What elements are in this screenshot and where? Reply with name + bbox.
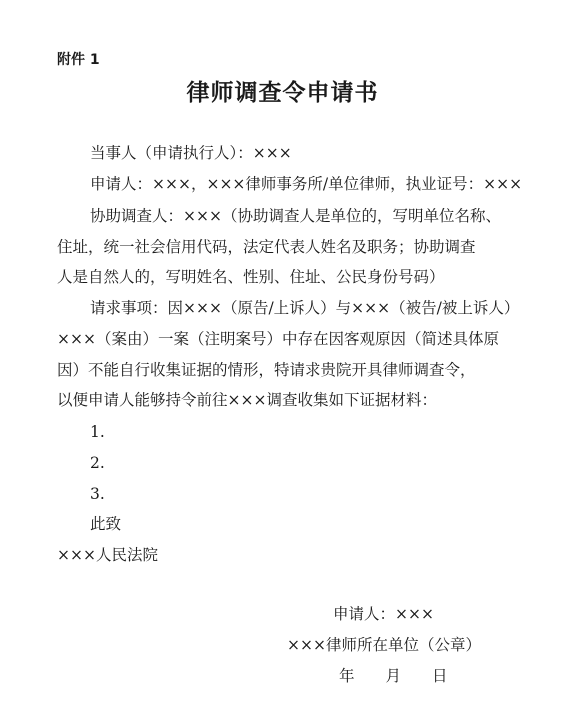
document-title: 律师调查令申请书 bbox=[186, 80, 379, 106]
closing-text: 此致 bbox=[90, 515, 122, 533]
assistant-line-2: 住址，统一社会信用代码，法定代表人姓名及职务；协助调查 bbox=[57, 238, 476, 256]
evidence-item-2: 2. bbox=[90, 454, 105, 472]
request-line-2: ×××（案由）一案（注明案号）中存在因客观原因（简述具体原 bbox=[57, 330, 499, 348]
signature-unit: ×××律师所在单位（公章） bbox=[287, 636, 481, 654]
request-line-4: 以便申请人能够持令前往×××调查收集如下证据材料： bbox=[57, 391, 437, 409]
court-name: ×××人民法院 bbox=[57, 546, 158, 564]
applicant-line: 申请人：×××，×××律师事务所/单位律师，执业证号：××× bbox=[90, 175, 523, 193]
signature-applicant: 申请人：××× bbox=[333, 605, 434, 623]
request-line-1: 请求事项：因×××（原告/上诉人）与×××（被告/被上诉人） bbox=[90, 299, 520, 317]
party-line: 当事人（申请执行人）：××× bbox=[90, 144, 292, 162]
request-line-3: 因）不能自行收集证据的情形，特请求贵院开具律师调查令， bbox=[57, 361, 476, 379]
assistant-line-1: 协助调查人：×××（协助调查人是单位的，写明单位名称、 bbox=[90, 207, 501, 225]
evidence-item-3: 3. bbox=[90, 485, 105, 503]
attachment-label: 附件 1 bbox=[57, 52, 100, 68]
evidence-item-1: 1. bbox=[90, 423, 105, 441]
assistant-line-3: 人是自然人的，写明姓名、性别、住址、公民身份号码） bbox=[57, 268, 445, 286]
signature-date: 年 月 日 bbox=[339, 667, 448, 685]
